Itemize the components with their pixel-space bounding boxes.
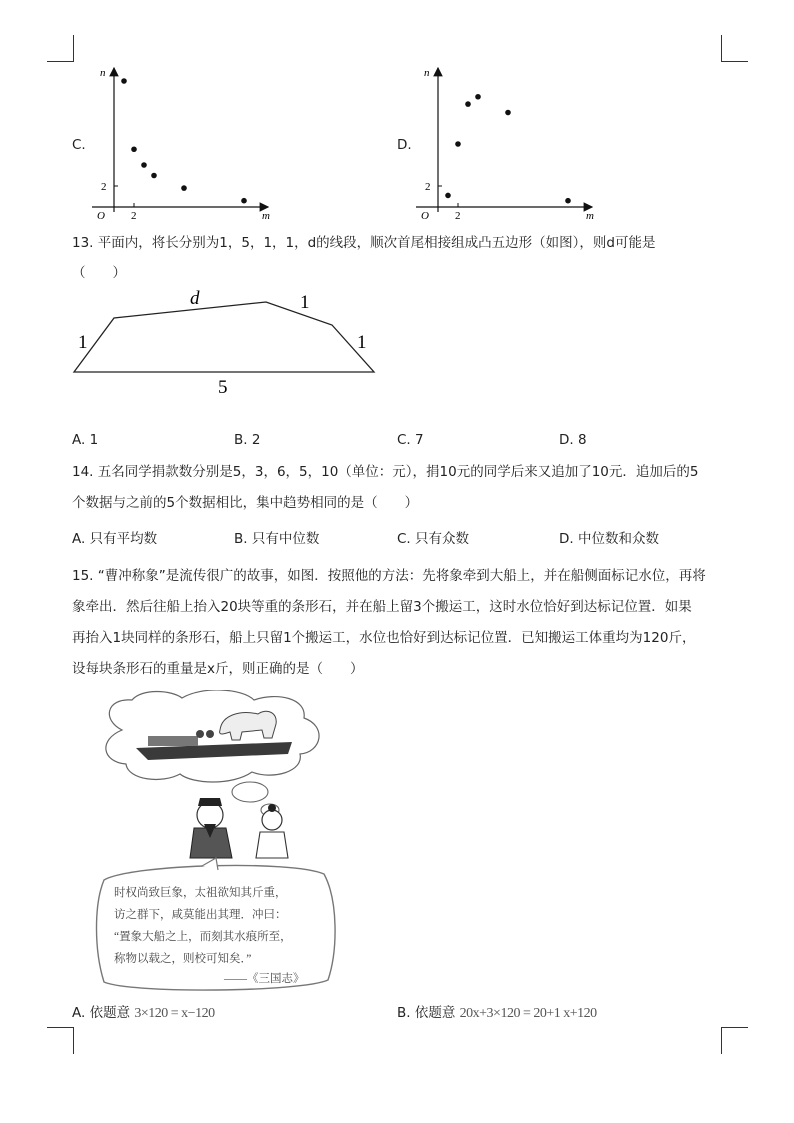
q14-option-d[interactable]: D. 中位数和众数 [559,531,659,547]
thought-bubble-1 [232,782,268,802]
q15-stem-line4: 设每块条形石的重量是x斤，则正确的是（ ） [72,661,364,677]
x-tick-label: 2 [131,210,137,222]
crop-mark-bottom-left [47,1027,74,1054]
q15-option-a-equation: 3×120 = x−120 [134,1006,215,1021]
label-right: 1 [357,332,367,353]
label-bottom: 5 [218,377,228,398]
q15-option-b[interactable] [397,1003,597,1024]
scatter-point [121,78,127,84]
q15-stem-line2: 象牵出．然后往船上抬入20块等重的条形石，并在船上留3个搬运工，这时水位恰好到达标记位置．如果 [72,599,692,615]
cao-chong-illustration [92,690,342,1000]
y-tick-label: 2 [425,181,431,193]
scatter-point [131,146,137,152]
q14-stem-line2: 个数据与之前的5个数据相比，集中趋势相同的是（ ） [72,495,419,511]
scroll-source: ——《三国志》 [224,973,305,985]
scatter-point [565,198,571,204]
scatter-point [465,101,471,107]
scatter-point [475,94,481,100]
worker-2 [206,730,214,738]
q14-option-a[interactable]: A. 只有平均数 [72,531,158,547]
scroll-line-4: 称物以载之，则校可知矣．” [114,953,252,965]
scatter-chart-c [88,62,288,222]
q15-option-b-label: B. 依题意 [397,1005,456,1021]
cao-cao-figure [190,798,232,858]
crop-mark-top-right [721,35,748,62]
pentagon-shape [74,302,374,372]
label-top-left: d [190,288,200,309]
q15-stem-line3: 再抬入1块同样的条形石，船上只留1个搬运工，水位也恰好到达标记位置．已知搬运工体重均为120斤， [72,630,696,646]
scatter-point [241,198,247,204]
q15-option-a[interactable] [72,1003,215,1024]
scroll-line-3: “置象大船之上，而刻其水痕所至， [114,931,292,943]
pentagon-figure [60,280,400,400]
origin-label: O [421,210,429,222]
q14-option-b[interactable]: B. 只有中位数 [234,531,320,547]
label-top-right: 1 [300,292,310,313]
crop-mark-top-left [47,35,74,62]
q14-option-c[interactable]: C. 只有众数 [397,531,470,547]
scatter-point [141,162,147,168]
scatter-point [455,141,461,147]
x-axis-label: m [262,210,270,222]
scroll-line-2: 访之群下，咸莫能出其理．冲曰： [114,909,287,921]
worker-1 [196,730,204,738]
scatter-point [505,110,511,116]
q13-stem: 13. 平面内，将长分别为1，5，1，1，d的线段，顺次首尾相接组成凸五边形（如图），则d可能是 [72,235,656,251]
label-left: 1 [78,332,88,353]
q13-answer-paren: （ ） [72,265,126,281]
crop-mark-bottom-right [721,1027,748,1054]
option-d-label: D. [397,137,412,153]
y-tick-label: 2 [101,181,107,193]
y-axis-label: n [100,67,106,79]
q13-option-c[interactable]: C. 7 [397,432,424,448]
q13-option-d[interactable]: D. 8 [559,432,587,448]
scatter-point [445,193,451,199]
scroll-line-1: 时权尚致巨象，太祖欲知其斤重， [114,887,287,899]
q15-stem-line1: 15. “曹冲称象”是流传很广的故事，如图．按照他的方法：先将象牵到大船上，并在船侧面标记水位，再将 [72,568,706,584]
option-c-label: C. [72,137,86,153]
q14-stem-line1: 14. 五名同学捐款数分别是5，3，6，5，10（单位：元），捐10元的同学后来又追加了10元．追加后的5 [72,464,699,480]
x-axis-label: m [586,210,594,222]
origin-label: O [97,210,105,222]
scatter-point [181,185,187,191]
q15-option-b-equation: 20x+3×120 = 20+1 x+120 [459,1006,597,1021]
scatter-chart-d [412,62,612,222]
y-axis-label: n [424,67,430,79]
q13-option-b[interactable]: B. 2 [234,432,261,448]
speech-scroll [97,865,336,990]
cao-chong-figure [256,804,288,858]
scatter-point [151,173,157,179]
stones [148,736,198,746]
x-tick-label: 2 [455,210,461,222]
q15-option-a-label: A. 依题意 [72,1005,131,1021]
q13-option-a[interactable]: A. 1 [72,432,99,448]
